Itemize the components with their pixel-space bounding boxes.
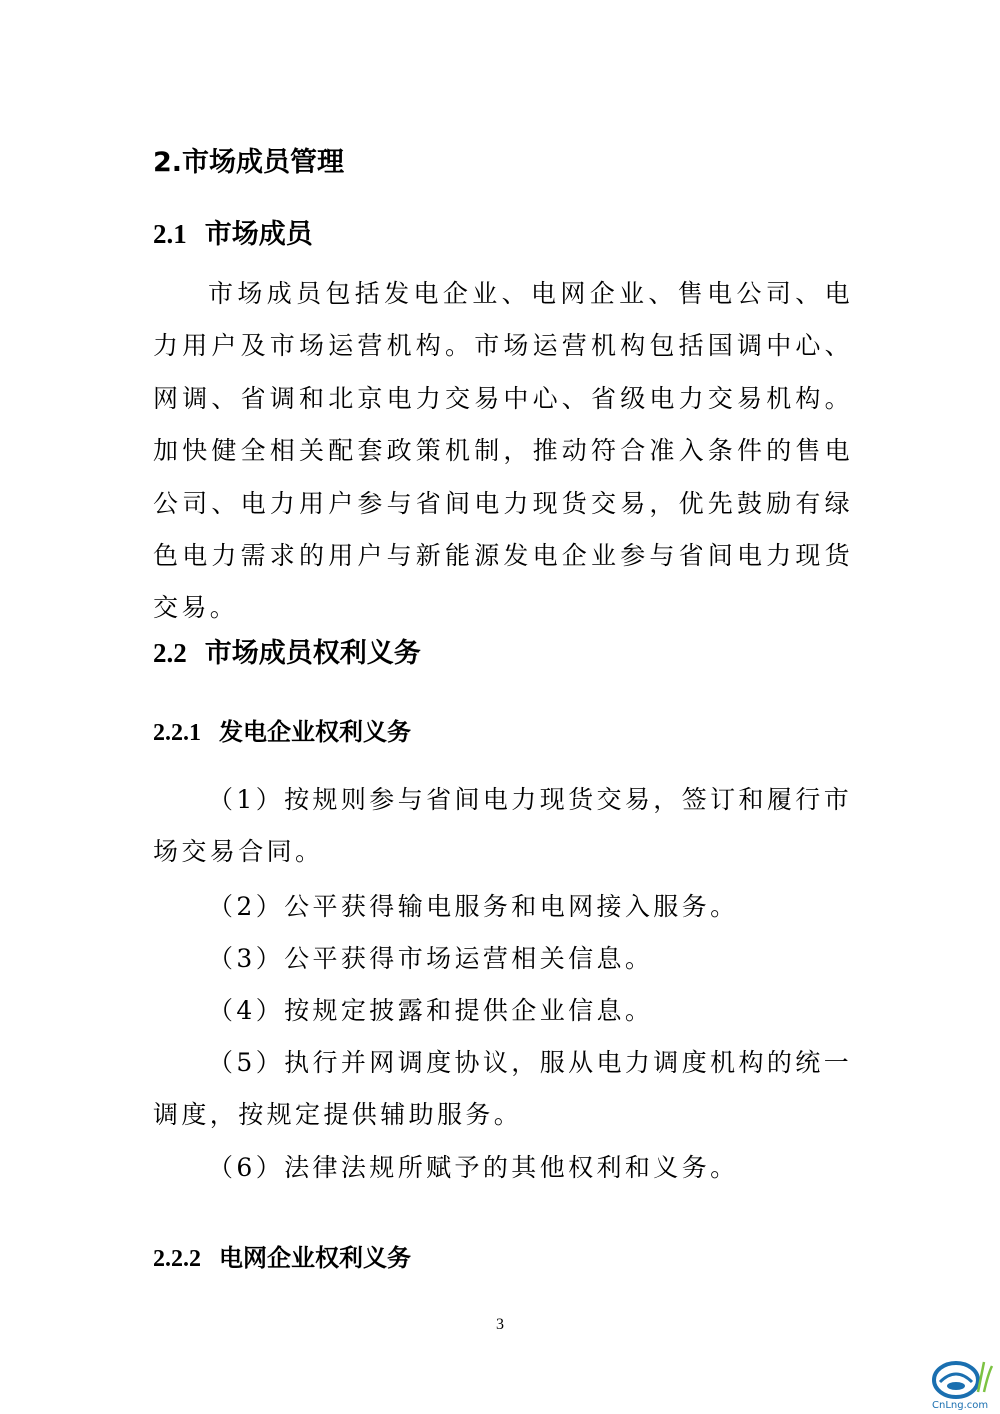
section-2-2-heading xyxy=(153,631,421,670)
section-2-1-title: 市场成员 xyxy=(204,219,313,250)
section-2-1-heading xyxy=(153,212,313,251)
section-2-2-number: 2.2 xyxy=(153,638,187,668)
list-item: （2）公平获得输电服务和电网接入服务。 xyxy=(208,892,739,921)
list-item: （3）公平获得市场运营相关信息。 xyxy=(208,944,654,973)
section-2-heading: 2.市场成员管理 xyxy=(153,147,345,178)
section-2-2-2-number: 2.2.2 xyxy=(153,1246,201,1272)
section-2-2-1-heading xyxy=(153,712,411,747)
section-2-2-title: 市场成员权利义务 xyxy=(204,638,421,669)
list-item: （5）执行并网调度协议，服从电力调度机构的统一调度，按规定提供辅助服务。 xyxy=(153,1048,853,1130)
section-2-2-2-title: 电网企业权利义务 xyxy=(219,1244,411,1272)
watermark-text: CnLng.com xyxy=(932,1400,989,1411)
section-2-2-1-number: 2.2.1 xyxy=(153,720,201,746)
section-2-1-number: 2.1 xyxy=(153,219,187,249)
section-2-1-paragraph: 市场成员包括发电企业、电网企业、售电公司、电力用户及市场运营机构。市场运营机构包括国调中心、网调、省调和北京电力交易中心、省级电力交易机构。加快健全相关配套政策机制，推动符合准入条件的售电公司、电力用户参与省间电力现货交易，优先鼓励有绿色电力需求的用户与新能源发电企业参与省间电力现货交易。 xyxy=(153,279,853,623)
page-number: 3 xyxy=(496,1316,504,1333)
section-2-2-1-title: 发电企业权利义务 xyxy=(219,718,411,746)
list-item: （4）按规定披露和提供企业信息。 xyxy=(208,996,654,1025)
section-2-2-2-heading xyxy=(153,1238,411,1273)
list-item: （6）法律法规所赋予的其他权利和义务。 xyxy=(208,1153,739,1182)
list-item: （1）按规则参与省间电力现货交易，签订和履行市场交易合同。 xyxy=(153,785,853,867)
